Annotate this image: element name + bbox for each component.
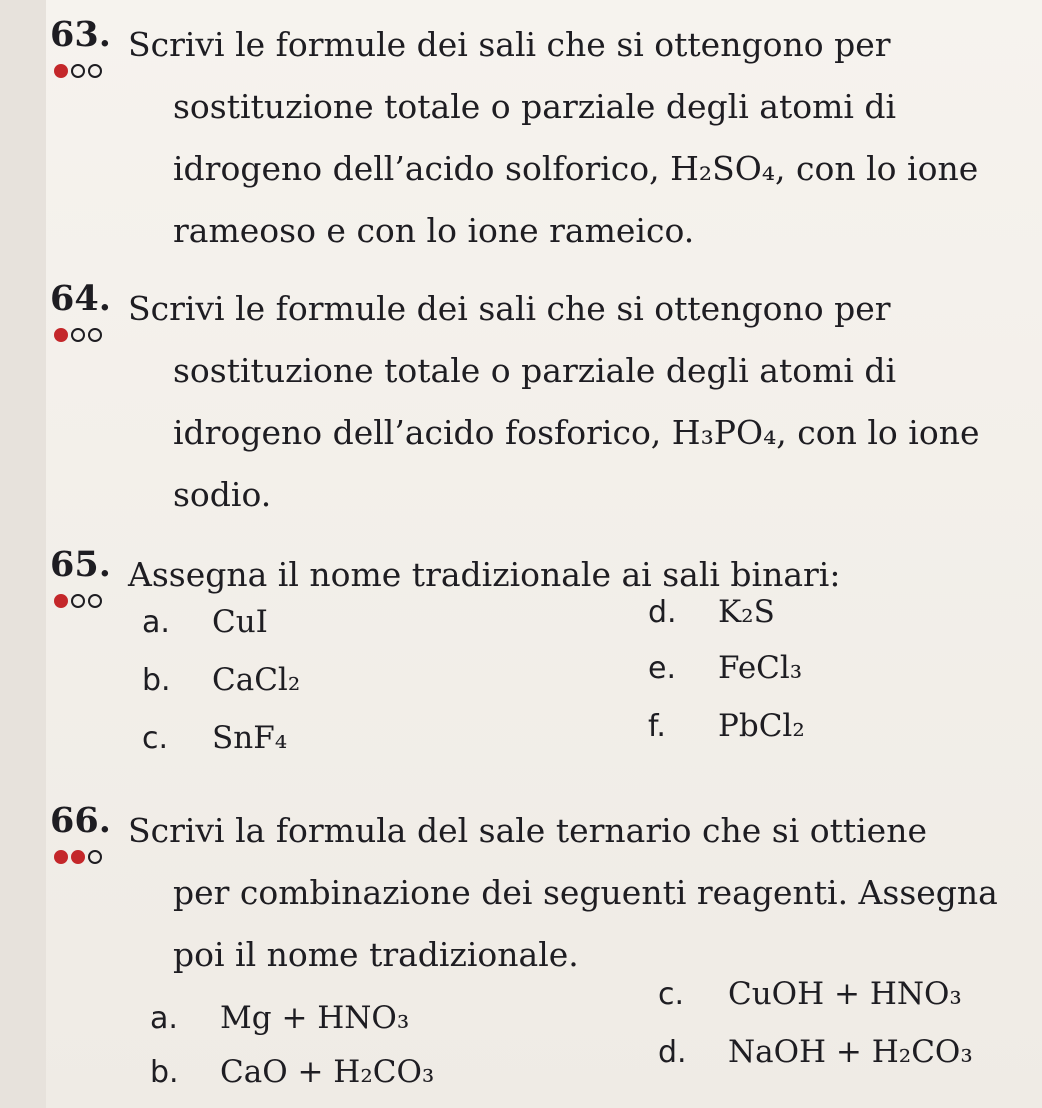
item-letter: c. — [142, 721, 169, 756]
difficulty-dot-empty — [71, 64, 85, 78]
list-item — [648, 708, 805, 744]
exercise-text — [128, 278, 1002, 526]
item-formula: CuI — [212, 604, 268, 640]
list-item — [658, 1034, 973, 1070]
item-letter: e. — [648, 651, 676, 686]
item-formula: CuOH + HNO₃ — [728, 976, 962, 1012]
item-letter: b. — [150, 1055, 179, 1090]
text-fragment: idrogeno dell’acido solforico, — [173, 149, 671, 188]
difficulty-dot-filled — [54, 594, 68, 608]
text-line: Scrivi le formule dei sali che si ottengono per — [128, 25, 891, 64]
text-line: Scrivi la formula del sale ternario che si ottiene — [128, 811, 927, 850]
exercise-text — [128, 544, 1002, 606]
item-formula: CaCl₂ — [212, 662, 301, 698]
text-line: sostituzione totale o parziale degli atomi di — [173, 87, 897, 126]
exercise-number: 66. — [50, 800, 111, 841]
list-item — [648, 594, 775, 630]
item-letter: f. — [648, 709, 666, 744]
difficulty-dot-empty — [71, 594, 85, 608]
item-letter: a. — [142, 605, 170, 640]
exercise-63 — [50, 14, 1002, 250]
difficulty-dot-empty — [88, 850, 102, 864]
item-formula: SnF₄ — [212, 720, 288, 756]
text-fragment: idrogeno dell’acido fosforico, — [173, 413, 672, 452]
formula-phosphoric-acid: H₃PO₄ — [671, 413, 777, 452]
list-item — [658, 976, 962, 1012]
exercise-number: 64. — [50, 278, 111, 319]
text-line: per combinazione dei seguenti reagenti. Assegna — [173, 873, 998, 912]
item-formula: Mg + HNO₃ — [220, 1000, 410, 1036]
text-line — [128, 138, 1002, 200]
difficulty-dot-filled — [71, 850, 85, 864]
text-fragment: , con lo ione — [775, 149, 979, 188]
item-letter: c. — [658, 977, 685, 1012]
difficulty-dot-empty — [88, 64, 102, 78]
item-formula: FeCl₃ — [718, 650, 803, 686]
exercise-text — [128, 14, 1002, 262]
difficulty-indicator — [54, 328, 102, 342]
text-line: poi il nome tradizionale. — [173, 935, 579, 974]
exercise-66 — [50, 800, 1002, 1100]
difficulty-dot-empty — [88, 328, 102, 342]
difficulty-dot-filled — [54, 64, 68, 78]
list-item — [142, 662, 300, 698]
exercise-text — [128, 800, 1002, 986]
difficulty-dot-empty — [71, 328, 85, 342]
item-formula: NaOH + H₂CO₃ — [728, 1034, 973, 1070]
exercise-65 — [50, 544, 1002, 784]
exercise-64 — [50, 278, 1002, 518]
difficulty-indicator — [54, 850, 102, 864]
difficulty-indicator — [54, 64, 102, 78]
exercise-number: 65. — [50, 544, 111, 585]
item-formula: PbCl₂ — [718, 708, 805, 744]
item-letter: b. — [142, 663, 171, 698]
exercise-number: 63. — [50, 14, 111, 55]
difficulty-dot-empty — [88, 594, 102, 608]
list-item — [648, 650, 802, 686]
formula-sulfuric-acid: H₂SO₄ — [670, 149, 776, 188]
list-item — [142, 604, 268, 640]
list-item — [142, 720, 287, 756]
text-line — [128, 402, 1002, 464]
item-letter: d. — [648, 595, 677, 630]
difficulty-dot-filled — [54, 328, 68, 342]
text-fragment: , con lo ione — [776, 413, 980, 452]
text-line: rameoso e con lo ione rameico. — [173, 211, 695, 250]
text-line: Assegna il nome tradizionale ai sali binari: — [128, 555, 841, 594]
item-formula: CaO + H₂CO₃ — [220, 1054, 435, 1090]
item-letter: a. — [150, 1001, 178, 1036]
list-item — [150, 1054, 434, 1090]
text-line: sodio. — [173, 475, 272, 514]
text-line: sostituzione totale o parziale degli atomi di — [173, 351, 897, 390]
page-margin — [0, 0, 46, 1108]
difficulty-dot-filled — [54, 850, 68, 864]
text-line: Scrivi le formule dei sali che si ottengono per — [128, 289, 891, 328]
difficulty-indicator — [54, 594, 102, 608]
list-item — [150, 1000, 409, 1036]
item-letter: d. — [658, 1035, 687, 1070]
item-formula: K₂S — [718, 594, 775, 630]
